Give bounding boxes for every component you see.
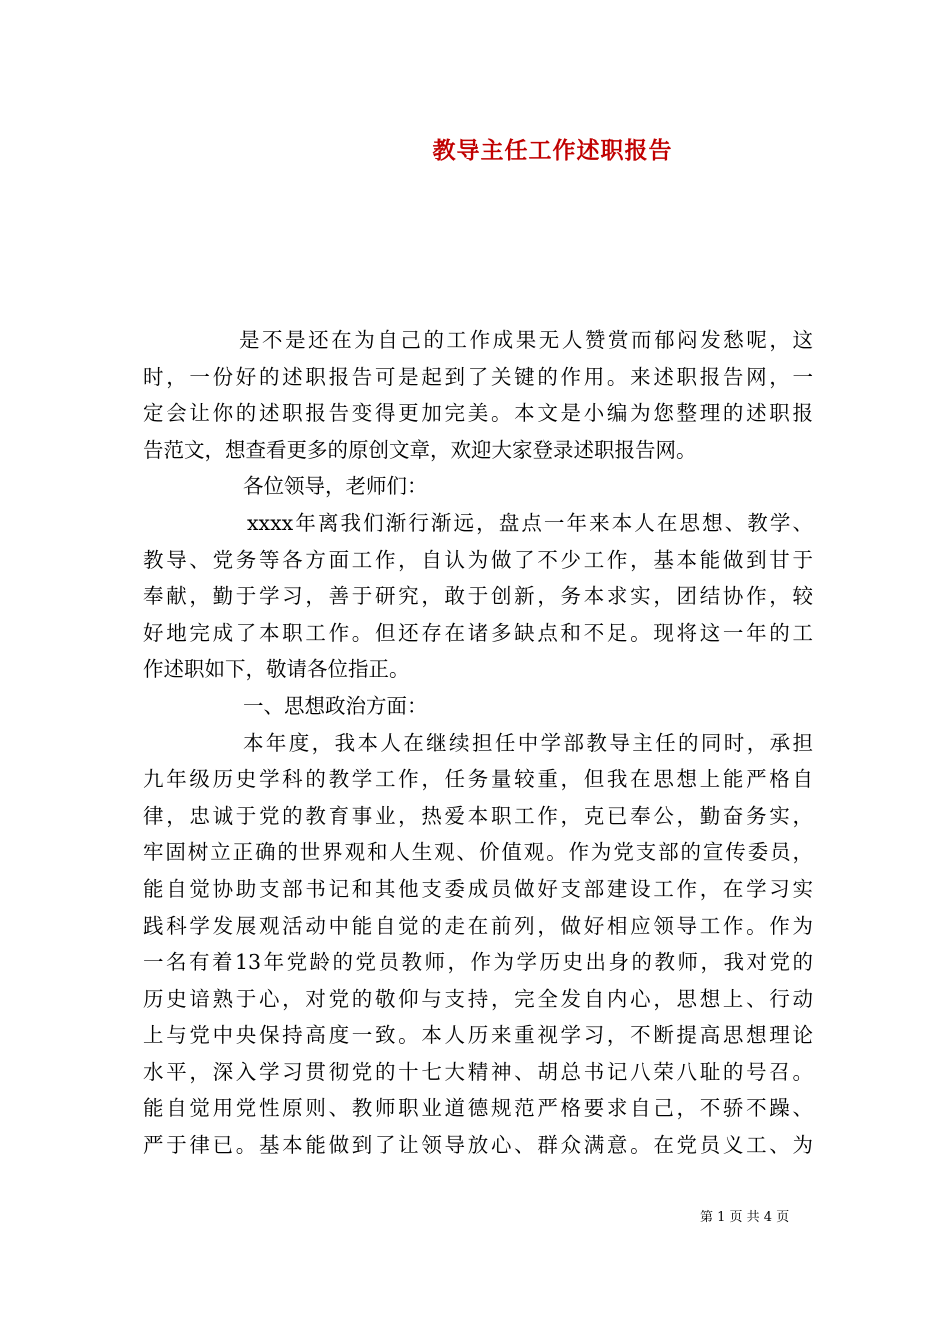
paragraph-line: 水平，深入学习贯彻党的十七大精神、胡总书记八荣八耻的号召。 xyxy=(143,1059,813,1084)
paragraph-line: 教导、党务等各方面工作，自认为做了不少工作，基本能做到甘于 xyxy=(143,547,813,572)
paragraph-line: 是不是还在为自己的工作成果无人赞赏而郁闷发愁呢，这 xyxy=(239,328,813,352)
paragraph-line: 告范文，想查看更多的原创文章，欢迎大家登录述职报告网。 xyxy=(143,437,697,462)
paragraph-line: 能自觉用党性原则、教师职业道德规范严格要求自己，不骄不躁、 xyxy=(143,1096,813,1121)
paragraph-line: 历史谙熟于心，对党的敬仰与支持，完全发自内心，思想上、行动 xyxy=(143,986,813,1011)
paragraph-line: 本年度，我本人在继续担任中学部教导主任的同时，承担 xyxy=(243,730,813,755)
paragraph-line: 定会让你的述职报告变得更加完美。本文是小编为您整理的述职报 xyxy=(143,401,813,426)
paragraph-line: 牢固树立正确的世界观和人生观、价值观。作为党支部的宣传委员， xyxy=(143,840,813,865)
paragraph-line: 律，忠诚于党的教育事业，热爱本职工作，克已奉公，勤奋务实， xyxy=(143,803,813,828)
document-body xyxy=(143,322,813,1164)
section-heading: 一、思想政治方面： xyxy=(243,693,428,718)
paragraph-line: 上与党中央保持高度一致。本人历来重视学习，不断提高思想理论 xyxy=(143,1023,813,1048)
paragraph-line: 践科学发展观活动中能自觉的走在前列，做好相应领导工作。作为 xyxy=(143,913,813,938)
paragraph-line: 作述职如下，敬请各位指正。 xyxy=(143,657,410,682)
paragraph-line: 好地完成了本职工作。但还存在诸多缺点和不足。现将这一年的工 xyxy=(143,620,813,645)
salutation-line: 各位领导，老师们： xyxy=(243,474,428,499)
page-number-footer: 第 1 页 共 4 页 xyxy=(700,1210,790,1225)
paragraph-line: 能自觉协助支部书记和其他支委成员做好支部建设工作，在学习实 xyxy=(143,876,813,901)
paragraph-line: xxxx年离我们渐行渐远，盘点一年来本人在思想、教学、 xyxy=(247,510,813,535)
paragraph-line: 九年级历史学科的教学工作，任务量较重，但我在思想上能严格自 xyxy=(143,767,813,792)
paragraph-line: 严于律已。基本能做到了让领导放心、群众满意。在党员义工、为 xyxy=(143,1133,813,1158)
paragraph-line: 奉献，勤于学习，善于研究，敢于创新，务本求实，团结协作，较 xyxy=(143,584,813,609)
document-title: 教导主任工作述职报告 xyxy=(432,137,673,164)
paragraph-line: 一名有着13年党龄的党员教师，作为学历史出身的教师，我对党的 xyxy=(143,950,813,975)
paragraph-line: 时，一份好的述职报告可是起到了关键的作用。来述职报告网，一 xyxy=(143,364,813,389)
